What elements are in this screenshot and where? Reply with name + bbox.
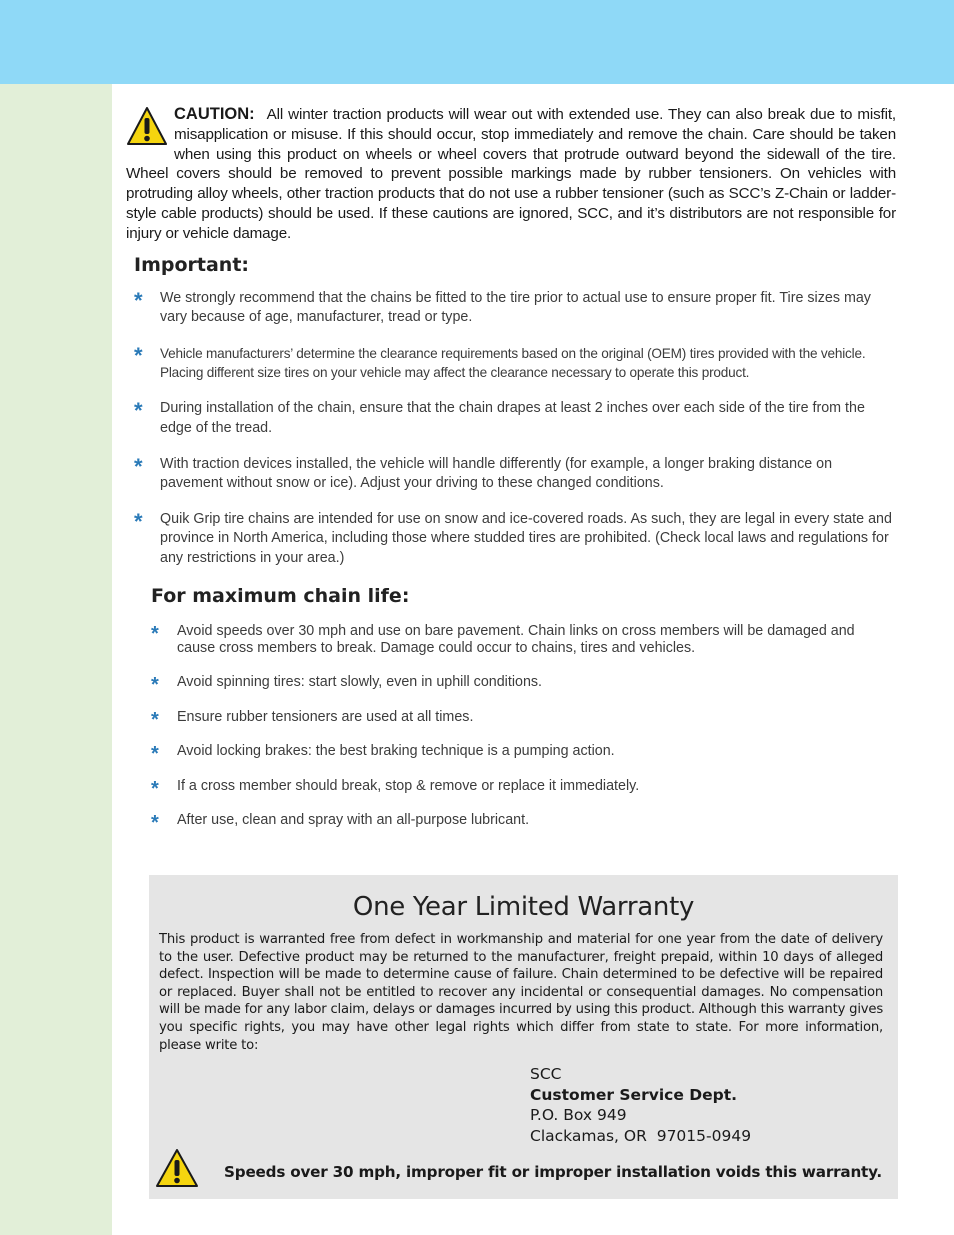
- bullet-asterisk: *: [151, 812, 159, 835]
- important-list: [126, 289, 896, 568]
- list-item-text: Ensure rubber tensioners are used at all times.: [177, 708, 474, 725]
- list-item: [126, 777, 896, 800]
- address-company: SCC: [530, 1065, 562, 1083]
- list-item-text: Quik Grip tire chains are intended for use on snow and ice-covered roads. As such, they are legal in every state and province in North America, including those where studded tires are prohibited. (Check local laws and regulations for any restrictions in your area.): [160, 511, 892, 566]
- max-chain-life-list: [126, 622, 896, 835]
- bullet-asterisk: *: [151, 743, 159, 766]
- caution-paragraph: [126, 105, 896, 244]
- list-item-text: We strongly recommend that the chains be fitted to the tire prior to actual use to ensure proper fit. Tire sizes may vary because of age, manufacturer, tread or type.: [160, 289, 871, 325]
- warranty-title: One Year Limited Warranty: [352, 892, 695, 922]
- list-item-text: After use, clean and spray with an all-purpose lubricant.: [177, 812, 530, 829]
- mailing-address: [530, 1064, 751, 1146]
- warranty-box: [149, 875, 898, 1199]
- list-item-text: With traction devices installed, the vehicle will handle differently (for example, a longer braking distance on pavement without snow or ice). Adjust your driving to these changed conditions.: [160, 455, 833, 491]
- list-item: [126, 455, 896, 493]
- caution-text: All winter traction products will wear out with extended use. They can also break due to misfit, misapplication or misuse. If this should occur, stop immediately and remove the chain. Care should be taken when using this product on wheels or wheel covers that protrude outward beyond the sidewall of the tire. Wheel covers should be removed to prevent possible markings made by rubber tensioners. On vehicles with protruding alloy wheels, other traction products that do not use a rubber tensioner (such as SCC’s Z-Chain or ladder-style cable products) should be used. If these cautions are ignored, SCC, and it’s distributors are not responsible for injury or vehicle damage.: [126, 106, 896, 242]
- max-chain-life-heading: For maximum chain life:: [151, 584, 410, 607]
- top-color-band: [0, 0, 954, 84]
- warranty-warning: [155, 1148, 890, 1188]
- list-item: [126, 708, 896, 731]
- list-item: [126, 812, 896, 835]
- bullet-asterisk: *: [134, 509, 143, 535]
- side-color-band: [0, 84, 112, 1235]
- list-item-text: Avoid spinning tires: start slowly, even in uphill conditions.: [177, 674, 543, 691]
- address-po-box: P.O. Box 949: [530, 1106, 627, 1125]
- bullet-asterisk: *: [134, 398, 143, 424]
- list-item-text: Vehicle manufacturers’ determine the clearance requirements based on the original (OEM) tires provided with the vehicle. Placing different size tires on your vehicle may affect the clearance necessary to operate this product.: [160, 345, 866, 381]
- list-item: [126, 510, 896, 568]
- list-item: [126, 674, 896, 697]
- list-item: [126, 743, 896, 766]
- bullet-asterisk: *: [134, 342, 143, 368]
- main-content: [126, 105, 896, 847]
- bullet-asterisk: *: [134, 453, 143, 479]
- warranty-body: This product is warranted free from defect in workmanship and material for one year from the date of delivery to the user. Defective product may be returned to the manufacturer, freight prepaid, within 10 days of alleged defect. Inspection will be made to determine cause of failure. Chain determined to be defective will be repaired or replaced. Buyer shall not be entitled to recover any incidental or consequential damages. No compensation will be made for any labor claim, delays or damages incurred by using this product. Although this warranty gives you specific rights, you may have other legal rights which differ from state to state. For more information, please write to:: [159, 932, 883, 1053]
- bullet-asterisk: *: [134, 287, 143, 313]
- list-item-text: Avoid speeds over 30 mph and use on bare pavement. Chain links on cross members will be damaged and cause cross members to break. Damage could occur to chains, tires and vehicles.: [177, 622, 855, 656]
- list-item: [126, 289, 896, 327]
- warranty-warning-text: Speeds over 30 mph, improper fit or improper installation voids this warranty.: [224, 1163, 882, 1181]
- list-item-text: Avoid locking brakes: the best braking technique is a pumping action.: [177, 743, 615, 760]
- address-city: Clackamas, OR 97015-0949: [530, 1126, 752, 1145]
- list-item: [126, 623, 896, 657]
- warning-triangle-icon: [126, 106, 168, 146]
- bullet-asterisk: *: [151, 622, 159, 645]
- list-item: [126, 399, 896, 437]
- list-item-text: If a cross member should break, stop & remove or replace it immediately.: [177, 777, 640, 794]
- important-heading: Important:: [134, 253, 250, 276]
- address-department: Customer Service Dept.: [530, 1085, 738, 1104]
- bullet-asterisk: *: [151, 777, 159, 800]
- list-item-text: During installation of the chain, ensure that the chain drapes at least 2 inches over each side of the tire from the edge of the tread.: [160, 400, 865, 436]
- warning-triangle-icon: [155, 1148, 199, 1188]
- bullet-asterisk: *: [151, 708, 159, 731]
- caution-label: CAUTION:: [174, 105, 255, 123]
- list-item: [126, 344, 896, 382]
- bullet-asterisk: *: [151, 674, 159, 697]
